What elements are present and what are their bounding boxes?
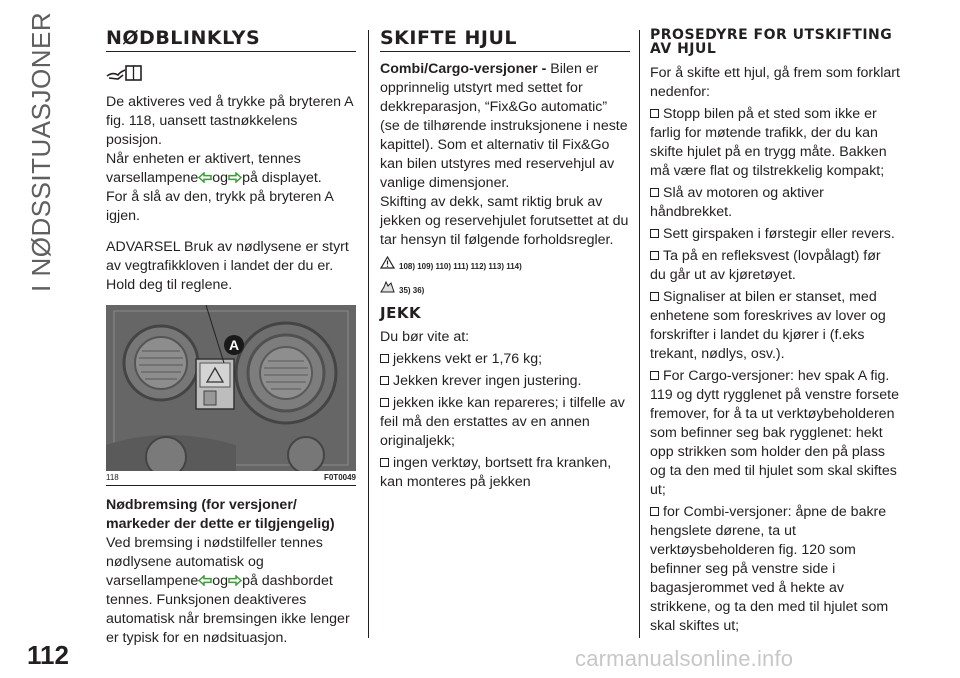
caution-references: 35) 36) (380, 280, 630, 298)
warning-paragraph: ADVARSEL Bruk av nødlysene er styrt av vegtrafikkloven i landet der du er. Hold deg til reglene. (106, 239, 349, 293)
column-divider-1 (368, 30, 369, 638)
turn-right-indicator-icon (228, 573, 242, 584)
bullet-square-icon (650, 371, 659, 380)
paragraph: Skifting av dekk, samt riktig bruk av jekken og reservehjulet forutsettet at du tar hensyn til følgende forholdsregler. (380, 194, 629, 248)
bullet-square-icon (650, 109, 659, 118)
list-item: for Combi-versjoner: åpne de bakre hengslete dørene, ta ut verktøysbeholderen fig. 120 som befinner seg på venstre side i bagasjerommet ved å hekte av strikkene, og ta den med til hjulet som skal skiftes ut; (650, 504, 889, 634)
book-hand-icon (106, 64, 356, 87)
bullet-square-icon (380, 376, 389, 385)
list-item: jekken ikke kan repareres; i tilfelle av feil må den erstattes av en annen originaljekk; (380, 395, 625, 449)
sub-heading-nodbremsing: Nødbremsing (for versjoner/ markeder der dette er tilgjengelig) (106, 497, 335, 532)
list-item: Slå av motoren og aktiver håndbrekket. (650, 185, 824, 220)
bullet-square-icon (380, 458, 389, 467)
prosedyre-bullet-list (650, 105, 900, 636)
turn-right-indicator-icon (228, 170, 242, 181)
jekk-bullet-list (380, 350, 630, 492)
paragraph: Når enheten er aktivert, tennes varsellampene og på displayet. (106, 151, 322, 186)
list-item: Ta på en refleksvest (lovpålagt) før du går ut av kjøretøyet. (650, 248, 881, 283)
list-item: For Cargo-versjoner: hev spak A fig. 119 og dytt rygglenet på venstre forsete fremover, for å ta ut verktøybeholderen som befinner seg bak rygglenet: hekt opp strikken som holder den på plass og ta den med til hjulet som skal skiftes ut; (650, 368, 899, 498)
column-nodblinklys (106, 28, 356, 648)
paragraph: For å skifte ett hjul, gå frem som forklart nedenfor: (650, 65, 900, 100)
column-skifte-hjul (380, 28, 630, 492)
list-item: Sett girspaken i førstegir eller revers. (650, 225, 900, 244)
figure-callout-label: A (228, 337, 240, 353)
paragraph: For å slå av den, trykk på bryteren A igjen. (106, 189, 334, 224)
paragraph: Du bør vite at: (380, 329, 470, 345)
turn-left-indicator-icon (198, 573, 212, 584)
figure-hazard-switch (106, 305, 356, 471)
list-item: Stopp bilen på et sted som ikke er farlig for møtende trafikk, der du kan skifte hjulet på en trygg måte. Bakken må være flat og tilstrekkelig kompakt; (650, 106, 887, 179)
bullet-square-icon (650, 251, 659, 260)
site-watermark[interactable]: carmanualsonline.info (575, 646, 794, 671)
list-item: Signaliser at bilen er stanset, med enhetene som foreskrives av lover og forskrifter i landet du kjører i (f.eks trekant, nødlys, osv.). (650, 289, 886, 362)
bullet-square-icon (380, 354, 389, 363)
bullet-square-icon (650, 229, 659, 238)
section-heading-jekk: JEKK (380, 304, 422, 322)
page-number: 112 (27, 640, 69, 670)
bullet-square-icon (380, 398, 389, 407)
paragraph: De aktiveres ved å trykke på bryteren A fig. 118, uansett tastnøkkelens posisjon. (106, 94, 353, 148)
list-item: ingen verktøy, bortsett fra kranken, kan monteres på jekken (380, 455, 612, 490)
turn-left-indicator-icon (198, 170, 212, 181)
warning-references: 108) 109) 110) 111) 112) 113) 114) (380, 256, 630, 274)
paragraph: Combi/Cargo-versjoner - Bilen er opprinnelig utstyrt med settet for dekkreparasjon, “Fix&Go automatic” (se de tilhørende instruksjonene i neste kapittel). Som et alternativ til Fix&Go kan bilen utstyres med reservehjul av vanlige dimensjoner. (380, 61, 628, 191)
bullet-square-icon (650, 188, 659, 197)
section-heading-skifte-hjul: SKIFTE HJUL (380, 28, 630, 52)
figure-code: F0T0049 (323, 473, 356, 482)
figure-number: 118 (106, 473, 119, 482)
column-prosedyre (650, 28, 900, 636)
caution-hand-icon (380, 280, 395, 293)
list-item: jekkens vekt er 1,76 kg; (380, 350, 630, 369)
section-heading-nodblinklys: NØDBLINKLYS (106, 28, 356, 52)
chapter-side-tab: I NØDSSITUASJONER (26, 11, 56, 292)
column-divider-2 (639, 30, 640, 638)
figure-caption (106, 473, 356, 486)
bullet-square-icon (650, 507, 659, 516)
bullet-square-icon (650, 292, 659, 301)
warning-triangle-icon (380, 256, 395, 269)
paragraph: Ved bremsing i nødstilfeller tennes nødlysene automatisk og varsellampene og på dashbordet tennes. Funksjonen deaktiveres automatisk når bremsingen ikke lenger er typisk for en nødsituasjon. (106, 535, 350, 646)
section-heading-prosedyre: PROSEDYRE FOR UTSKIFTING AV HJUL (650, 27, 893, 57)
list-item: Jekken krever ingen justering. (380, 372, 630, 391)
